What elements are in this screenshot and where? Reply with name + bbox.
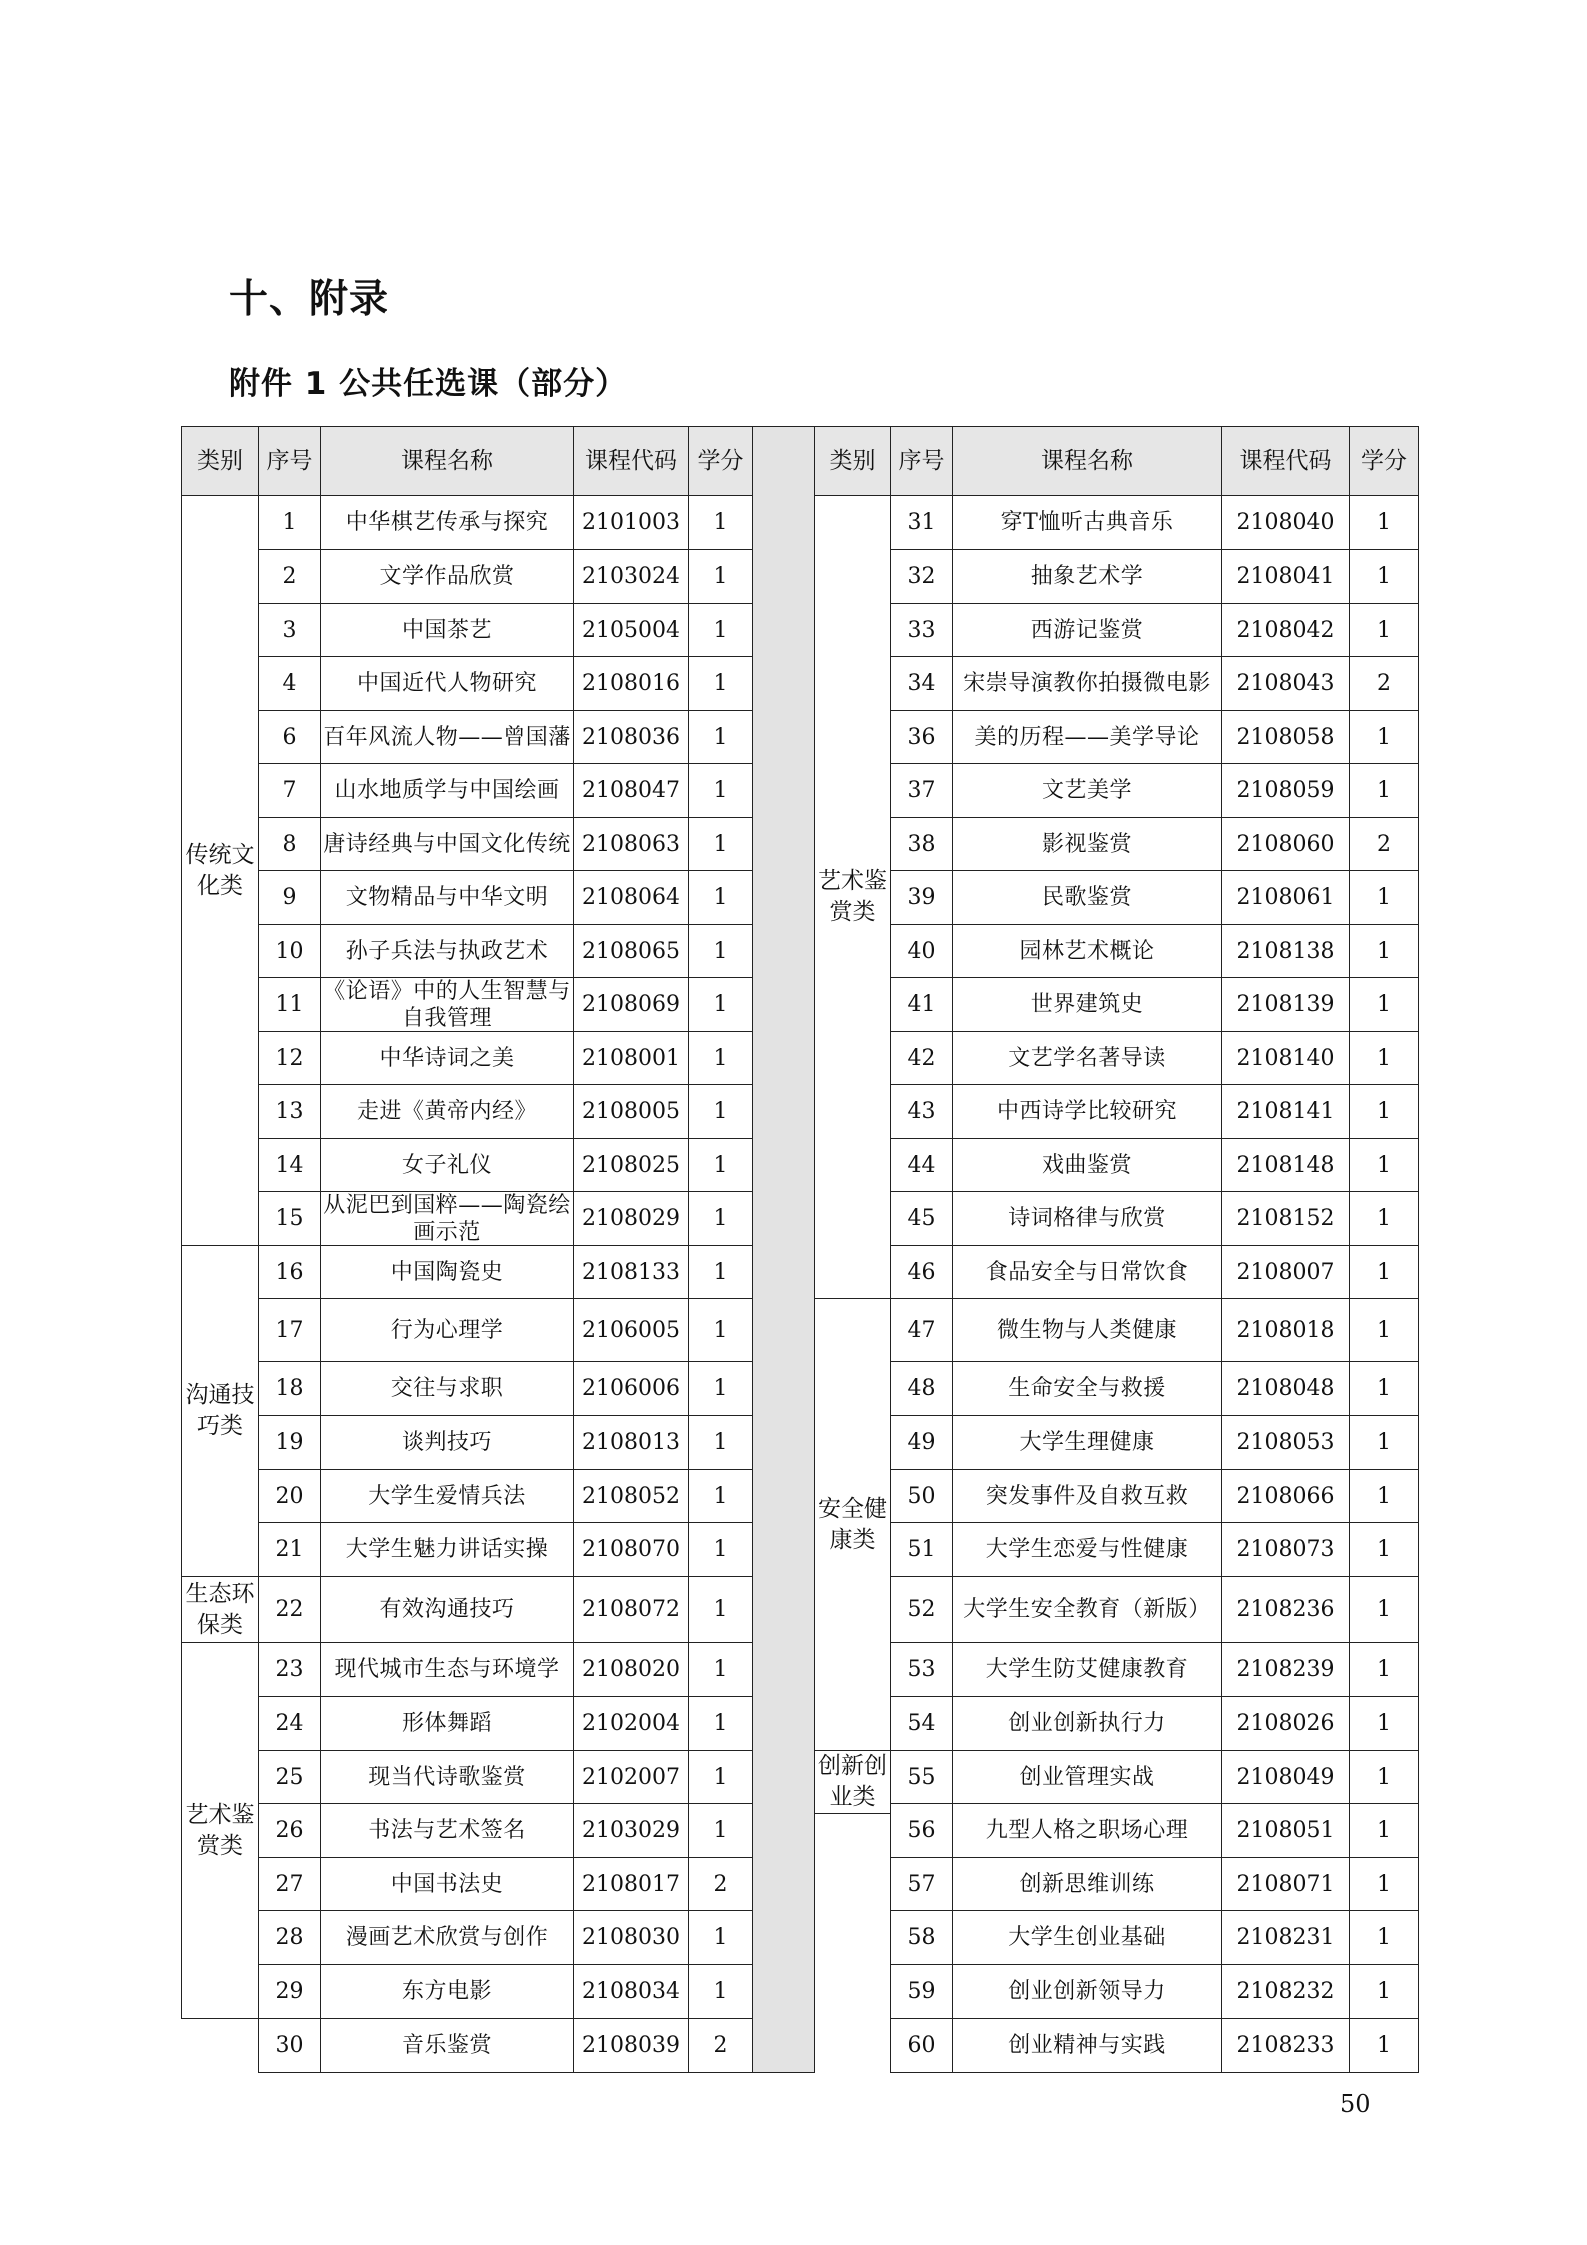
left-course-index: 6	[258, 710, 321, 764]
left-course-name: 大学生爱情兵法	[320, 1469, 574, 1523]
left-header-course-name: 课程名称	[320, 426, 574, 496]
left-course-credit: 1	[688, 1361, 753, 1416]
left-course-code: 2108030	[573, 1910, 689, 1965]
page-number: 50	[1340, 2090, 1371, 2118]
right-course-credit: 1	[1349, 603, 1419, 657]
left-course-credit: 1	[688, 1031, 753, 1085]
right-course-index: 58	[890, 1910, 953, 1965]
right-course-code: 2108053	[1221, 1415, 1350, 1470]
right-course-name: 创业精神与实践	[952, 2018, 1222, 2073]
left-course-code: 2108070	[573, 1522, 689, 1577]
left-course-credit: 1	[688, 549, 753, 604]
right-course-index: 50	[890, 1469, 953, 1523]
right-course-credit: 1	[1349, 710, 1419, 764]
left-course-index: 2	[258, 549, 321, 604]
left-course-name: 从泥巴到国粹——陶瓷绘画示范	[320, 1191, 574, 1246]
right-course-credit: 1	[1349, 1522, 1419, 1577]
right-course-credit: 1	[1349, 495, 1419, 550]
right-course-code: 2108141	[1221, 1084, 1350, 1139]
left-course-credit: 1	[688, 817, 753, 871]
right-course-code: 2108073	[1221, 1522, 1350, 1577]
right-course-name: 大学生创业基础	[952, 1910, 1222, 1965]
right-course-name: 诗词格律与欣赏	[952, 1191, 1222, 1246]
right-header-category: 类别	[814, 426, 891, 496]
right-course-name: 创业管理实战	[952, 1750, 1222, 1804]
right-course-code: 2108066	[1221, 1469, 1350, 1523]
left-course-index: 12	[258, 1031, 321, 1085]
right-course-code: 2108051	[1221, 1803, 1350, 1858]
left-course-credit: 1	[688, 1910, 753, 1965]
right-course-index: 52	[890, 1576, 953, 1643]
left-course-credit: 1	[688, 1522, 753, 1577]
right-course-code: 2108007	[1221, 1245, 1350, 1299]
right-course-name: 创业创新执行力	[952, 1696, 1222, 1751]
left-course-code: 2106006	[573, 1361, 689, 1416]
left-course-code: 2103024	[573, 549, 689, 604]
right-course-index: 34	[890, 656, 953, 711]
right-course-index: 49	[890, 1415, 953, 1470]
left-course-index: 24	[258, 1696, 321, 1751]
left-course-index: 25	[258, 1750, 321, 1804]
right-course-name: 穿T恤听古典音乐	[952, 495, 1222, 550]
right-course-credit: 1	[1349, 1696, 1419, 1751]
left-course-credit: 1	[688, 1415, 753, 1470]
left-course-code: 2108072	[573, 1576, 689, 1643]
left-course-code: 2108025	[573, 1138, 689, 1192]
left-course-index: 13	[258, 1084, 321, 1139]
left-category-3: 艺术鉴赏类	[181, 1642, 259, 2019]
right-course-credit: 1	[1349, 1576, 1419, 1643]
left-course-index: 29	[258, 1964, 321, 2019]
left-course-index: 7	[258, 763, 321, 818]
left-course-credit: 1	[688, 1469, 753, 1523]
right-course-credit: 1	[1349, 1750, 1419, 1804]
left-category-1: 沟通技巧类	[181, 1245, 259, 1577]
left-course-credit: 1	[688, 1576, 753, 1643]
left-course-name: 谈判技巧	[320, 1415, 574, 1470]
left-course-credit: 1	[688, 1245, 753, 1299]
left-course-code: 2108034	[573, 1964, 689, 2019]
left-course-index: 10	[258, 924, 321, 978]
left-course-code: 2108001	[573, 1031, 689, 1085]
left-course-code: 2108005	[573, 1084, 689, 1139]
left-course-name: 山水地质学与中国绘画	[320, 763, 574, 818]
left-course-index: 17	[258, 1298, 321, 1362]
right-course-name: 抽象艺术学	[952, 549, 1222, 604]
right-course-code: 2108061	[1221, 870, 1350, 925]
right-category-1: 安全健康类	[814, 1298, 891, 1751]
right-course-index: 59	[890, 1964, 953, 2019]
left-course-code: 2105004	[573, 603, 689, 657]
left-course-index: 15	[258, 1191, 321, 1246]
left-course-index: 21	[258, 1522, 321, 1577]
right-course-index: 45	[890, 1191, 953, 1246]
right-course-code: 2108042	[1221, 603, 1350, 657]
left-course-code: 2108029	[573, 1191, 689, 1246]
right-course-index: 41	[890, 977, 953, 1032]
left-course-code: 2108016	[573, 656, 689, 711]
right-course-code: 2108059	[1221, 763, 1350, 818]
left-course-credit: 1	[688, 924, 753, 978]
left-course-index: 23	[258, 1642, 321, 1697]
right-course-code: 2108049	[1221, 1750, 1350, 1804]
left-header-course-code: 课程代码	[573, 426, 689, 496]
right-course-credit: 1	[1349, 1910, 1419, 1965]
right-course-index: 37	[890, 763, 953, 818]
left-course-name: 中华棋艺传承与探究	[320, 495, 574, 550]
left-course-index: 4	[258, 656, 321, 711]
right-course-credit: 1	[1349, 1361, 1419, 1416]
right-course-name: 九型人格之职场心理	[952, 1803, 1222, 1858]
right-course-index: 55	[890, 1750, 953, 1804]
left-course-index: 8	[258, 817, 321, 871]
right-course-name: 创新思维训练	[952, 1857, 1222, 1911]
right-course-code: 2108040	[1221, 495, 1350, 550]
right-course-credit: 1	[1349, 1642, 1419, 1697]
right-course-index: 57	[890, 1857, 953, 1911]
right-course-name: 生命安全与救援	[952, 1361, 1222, 1416]
left-course-index: 20	[258, 1469, 321, 1523]
left-course-credit: 1	[688, 977, 753, 1032]
left-course-name: 唐诗经典与中国文化传统	[320, 817, 574, 871]
left-course-credit: 1	[688, 1298, 753, 1362]
right-course-code: 2108232	[1221, 1964, 1350, 2019]
right-course-name: 大学生恋爱与性健康	[952, 1522, 1222, 1577]
right-course-code: 2108043	[1221, 656, 1350, 711]
left-course-code: 2108020	[573, 1642, 689, 1697]
left-course-index: 14	[258, 1138, 321, 1192]
left-course-credit: 1	[688, 1191, 753, 1246]
right-course-index: 54	[890, 1696, 953, 1751]
left-course-index: 27	[258, 1857, 321, 1911]
right-course-code: 2108058	[1221, 710, 1350, 764]
right-course-credit: 1	[1349, 870, 1419, 925]
left-course-code: 2108036	[573, 710, 689, 764]
left-course-index: 26	[258, 1803, 321, 1858]
left-course-name: 音乐鉴赏	[320, 2018, 574, 2073]
right-course-index: 40	[890, 924, 953, 978]
left-course-name: 百年风流人物——曾国藩	[320, 710, 574, 764]
left-course-credit: 1	[688, 710, 753, 764]
left-course-credit: 1	[688, 656, 753, 711]
right-course-credit: 1	[1349, 1084, 1419, 1139]
left-course-code: 2103029	[573, 1803, 689, 1858]
right-course-index: 56	[890, 1803, 953, 1858]
left-course-name: 现当代诗歌鉴赏	[320, 1750, 574, 1804]
left-course-code: 2108064	[573, 870, 689, 925]
right-course-name: 食品安全与日常饮食	[952, 1245, 1222, 1299]
right-course-name: 微生物与人类健康	[952, 1298, 1222, 1362]
right-course-name: 中西诗学比较研究	[952, 1084, 1222, 1139]
right-course-name: 文艺学名著导读	[952, 1031, 1222, 1085]
right-course-name: 世界建筑史	[952, 977, 1222, 1032]
right-course-index: 43	[890, 1084, 953, 1139]
left-course-name: 孙子兵法与执政艺术	[320, 924, 574, 978]
left-course-code: 2108063	[573, 817, 689, 871]
right-course-name: 戏曲鉴赏	[952, 1138, 1222, 1192]
right-course-name: 影视鉴赏	[952, 817, 1222, 871]
right-course-credit: 1	[1349, 1031, 1419, 1085]
right-course-code: 2108233	[1221, 2018, 1350, 2073]
right-course-code: 2108071	[1221, 1857, 1350, 1911]
left-course-credit: 1	[688, 1696, 753, 1751]
right-course-index: 42	[890, 1031, 953, 1085]
left-course-name: 中华诗词之美	[320, 1031, 574, 1085]
left-course-credit: 1	[688, 603, 753, 657]
right-course-credit: 1	[1349, 1415, 1419, 1470]
right-course-index: 53	[890, 1642, 953, 1697]
left-course-code: 2108133	[573, 1245, 689, 1299]
right-course-code: 2108018	[1221, 1298, 1350, 1362]
left-course-name: 《论语》中的人生智慧与自我管理	[320, 977, 574, 1032]
left-course-credit: 1	[688, 1138, 753, 1192]
left-course-name: 大学生魅力讲话实操	[320, 1522, 574, 1577]
left-course-index: 3	[258, 603, 321, 657]
right-course-code: 2108239	[1221, 1642, 1350, 1697]
right-course-index: 33	[890, 603, 953, 657]
left-course-index: 18	[258, 1361, 321, 1416]
left-header-category: 类别	[181, 426, 259, 496]
right-course-index: 32	[890, 549, 953, 604]
right-course-credit: 1	[1349, 763, 1419, 818]
left-course-name: 有效沟通技巧	[320, 1576, 574, 1643]
left-course-name: 中国茶艺	[320, 603, 574, 657]
left-course-index: 19	[258, 1415, 321, 1470]
left-course-credit: 1	[688, 1964, 753, 2019]
right-header-index: 序号	[890, 426, 953, 496]
left-course-name: 漫画艺术欣赏与创作	[320, 1910, 574, 1965]
right-category-0: 艺术鉴赏类	[814, 495, 891, 1299]
right-course-name: 大学生防艾健康教育	[952, 1642, 1222, 1697]
right-course-index: 48	[890, 1361, 953, 1416]
left-course-name: 女子礼仪	[320, 1138, 574, 1192]
left-course-credit: 1	[688, 1750, 753, 1804]
left-course-index: 16	[258, 1245, 321, 1299]
right-course-name: 创业创新领导力	[952, 1964, 1222, 2019]
left-category-2: 生态环保类	[181, 1576, 259, 1643]
left-course-name: 形体舞蹈	[320, 1696, 574, 1751]
left-course-index: 1	[258, 495, 321, 550]
right-course-credit: 1	[1349, 924, 1419, 978]
right-course-credit: 1	[1349, 1245, 1419, 1299]
left-course-code: 2108069	[573, 977, 689, 1032]
left-course-name: 文物精品与中华文明	[320, 870, 574, 925]
left-course-code: 2101003	[573, 495, 689, 550]
right-course-name: 大学生理健康	[952, 1415, 1222, 1470]
right-course-credit: 1	[1349, 1191, 1419, 1246]
right-course-credit: 1	[1349, 1857, 1419, 1911]
left-course-name: 文学作品欣赏	[320, 549, 574, 604]
left-course-code: 2108017	[573, 1857, 689, 1911]
left-course-credit: 2	[688, 1857, 753, 1911]
right-category-2: 创新创业类	[814, 1750, 891, 1814]
left-course-code: 2102004	[573, 1696, 689, 1751]
left-course-index: 22	[258, 1576, 321, 1643]
right-course-index: 36	[890, 710, 953, 764]
right-course-index: 38	[890, 817, 953, 871]
right-course-code: 2108139	[1221, 977, 1350, 1032]
table-divider-column	[752, 426, 815, 2073]
right-course-code: 2108060	[1221, 817, 1350, 871]
right-course-credit: 1	[1349, 549, 1419, 604]
left-course-name: 东方电影	[320, 1964, 574, 2019]
left-course-name: 走进《黄帝内经》	[320, 1084, 574, 1139]
right-course-code: 2108231	[1221, 1910, 1350, 1965]
left-course-code: 2102007	[573, 1750, 689, 1804]
right-course-code: 2108152	[1221, 1191, 1350, 1246]
right-course-code: 2108041	[1221, 549, 1350, 604]
right-course-credit: 1	[1349, 977, 1419, 1032]
right-course-index: 44	[890, 1138, 953, 1192]
right-course-code: 2108236	[1221, 1576, 1350, 1643]
right-course-name: 文艺美学	[952, 763, 1222, 818]
right-course-name: 大学生安全教育（新版）	[952, 1576, 1222, 1643]
left-course-credit: 1	[688, 495, 753, 550]
right-course-index: 31	[890, 495, 953, 550]
left-course-credit: 1	[688, 870, 753, 925]
right-course-credit: 2	[1349, 656, 1419, 711]
right-course-index: 39	[890, 870, 953, 925]
right-course-credit: 1	[1349, 1803, 1419, 1858]
left-course-credit: 1	[688, 1642, 753, 1697]
right-course-code: 2108048	[1221, 1361, 1350, 1416]
right-course-index: 60	[890, 2018, 953, 2073]
right-course-credit: 1	[1349, 2018, 1419, 2073]
right-course-code: 2108138	[1221, 924, 1350, 978]
right-course-name: 宋崇导演教你拍摄微电影	[952, 656, 1222, 711]
left-course-code: 2108065	[573, 924, 689, 978]
right-course-name: 美的历程——美学导论	[952, 710, 1222, 764]
right-course-name: 园林艺术概论	[952, 924, 1222, 978]
right-header-credit: 学分	[1349, 426, 1419, 496]
right-course-name: 突发事件及自救互救	[952, 1469, 1222, 1523]
left-course-credit: 1	[688, 1803, 753, 1858]
left-course-index: 30	[258, 2018, 321, 2073]
left-course-name: 中国陶瓷史	[320, 1245, 574, 1299]
right-course-index: 46	[890, 1245, 953, 1299]
left-course-credit: 1	[688, 1084, 753, 1139]
left-course-name: 行为心理学	[320, 1298, 574, 1362]
right-course-credit: 1	[1349, 1138, 1419, 1192]
section-title: 十、附录	[229, 277, 390, 322]
left-course-name: 交往与求职	[320, 1361, 574, 1416]
left-course-code: 2108039	[573, 2018, 689, 2073]
left-category-0: 传统文化类	[181, 495, 259, 1246]
left-course-index: 28	[258, 1910, 321, 1965]
left-course-credit: 2	[688, 2018, 753, 2073]
right-header-course-name: 课程名称	[952, 426, 1222, 496]
left-course-name: 书法与艺术签名	[320, 1803, 574, 1858]
right-course-code: 2108140	[1221, 1031, 1350, 1085]
right-course-name: 西游记鉴赏	[952, 603, 1222, 657]
right-course-index: 47	[890, 1298, 953, 1362]
left-course-credit: 1	[688, 763, 753, 818]
left-course-name: 中国书法史	[320, 1857, 574, 1911]
right-course-credit: 1	[1349, 1964, 1419, 2019]
left-course-code: 2108052	[573, 1469, 689, 1523]
left-course-name: 现代城市生态与环境学	[320, 1642, 574, 1697]
right-course-credit: 2	[1349, 817, 1419, 871]
left-course-index: 9	[258, 870, 321, 925]
right-course-credit: 1	[1349, 1298, 1419, 1362]
left-header-credit: 学分	[688, 426, 753, 496]
left-course-code: 2108047	[573, 763, 689, 818]
left-course-code: 2106005	[573, 1298, 689, 1362]
left-course-index: 11	[258, 977, 321, 1032]
right-course-code: 2108026	[1221, 1696, 1350, 1751]
appendix-subtitle: 附件 1 公共任选课（部分）	[229, 366, 628, 402]
left-course-code: 2108013	[573, 1415, 689, 1470]
right-course-index: 51	[890, 1522, 953, 1577]
right-course-code: 2108148	[1221, 1138, 1350, 1192]
left-header-index: 序号	[258, 426, 321, 496]
left-course-name: 中国近代人物研究	[320, 656, 574, 711]
right-header-course-code: 课程代码	[1221, 426, 1350, 496]
right-course-credit: 1	[1349, 1469, 1419, 1523]
right-course-name: 民歌鉴赏	[952, 870, 1222, 925]
